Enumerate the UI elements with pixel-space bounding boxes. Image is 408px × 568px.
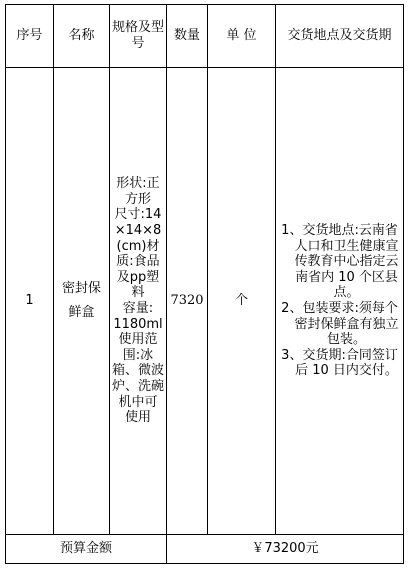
spec-line: 机中可 bbox=[118, 394, 158, 410]
cell-qty: 7320 bbox=[167, 68, 208, 535]
item-row bbox=[6, 68, 404, 535]
procurement-table bbox=[5, 4, 404, 564]
spec-line: 及pp塑 bbox=[116, 269, 160, 285]
spec-line: 方形 bbox=[124, 191, 151, 207]
header-name: 名称 bbox=[54, 5, 110, 68]
footer-row bbox=[6, 535, 404, 564]
cell-unit: 个 bbox=[208, 68, 276, 535]
delivery-item: 3、交货期:合同签订后 10 日内交付。 bbox=[281, 347, 398, 379]
cell-name: 密封保鲜盒 bbox=[54, 68, 110, 535]
spec-line: 箱、微波 bbox=[111, 363, 164, 379]
spec-line: 尺寸:14 bbox=[114, 207, 162, 223]
budget-label: 预算金额 bbox=[6, 535, 167, 564]
spec-line: 1180ml bbox=[113, 316, 163, 332]
delivery-item: 2、包装要求:须每个密封保鲜盒有独立包装。 bbox=[281, 301, 399, 348]
cell-seq: 1 bbox=[6, 68, 54, 535]
spec-line: 形状:正 bbox=[116, 176, 160, 192]
header-unit: 单 位 bbox=[208, 5, 276, 68]
header-row bbox=[6, 5, 404, 68]
spec-line: 料 bbox=[131, 285, 145, 301]
header-delivery: 交货地点及交货期 bbox=[276, 5, 404, 68]
header-spec: 规格及型号 bbox=[110, 5, 167, 68]
spec-line: ×14×8 bbox=[114, 223, 162, 239]
cell-spec bbox=[110, 68, 167, 535]
spec-line: 使用 bbox=[124, 410, 151, 426]
header-qty: 数量 bbox=[167, 5, 208, 68]
cell-delivery bbox=[276, 68, 404, 535]
header-seq: 序号 bbox=[6, 5, 54, 68]
spec-line: 围:冰 bbox=[122, 347, 154, 363]
spec-lines bbox=[110, 176, 166, 426]
spec-line: 使用范 bbox=[118, 332, 158, 348]
spec-line: (cm)材 bbox=[116, 238, 160, 254]
spec-line: 质:食品 bbox=[116, 254, 160, 270]
spec-line: 炉、洗碗 bbox=[111, 378, 164, 394]
delivery-item: 1、交货地点:云南省人口和卫生健康宣传教育中心指定云南省内 10 个区县点。 bbox=[281, 223, 399, 301]
spec-line: 容量: bbox=[122, 301, 154, 316]
budget-amount: ￥73200元 bbox=[167, 535, 404, 564]
delivery-items bbox=[276, 223, 403, 379]
